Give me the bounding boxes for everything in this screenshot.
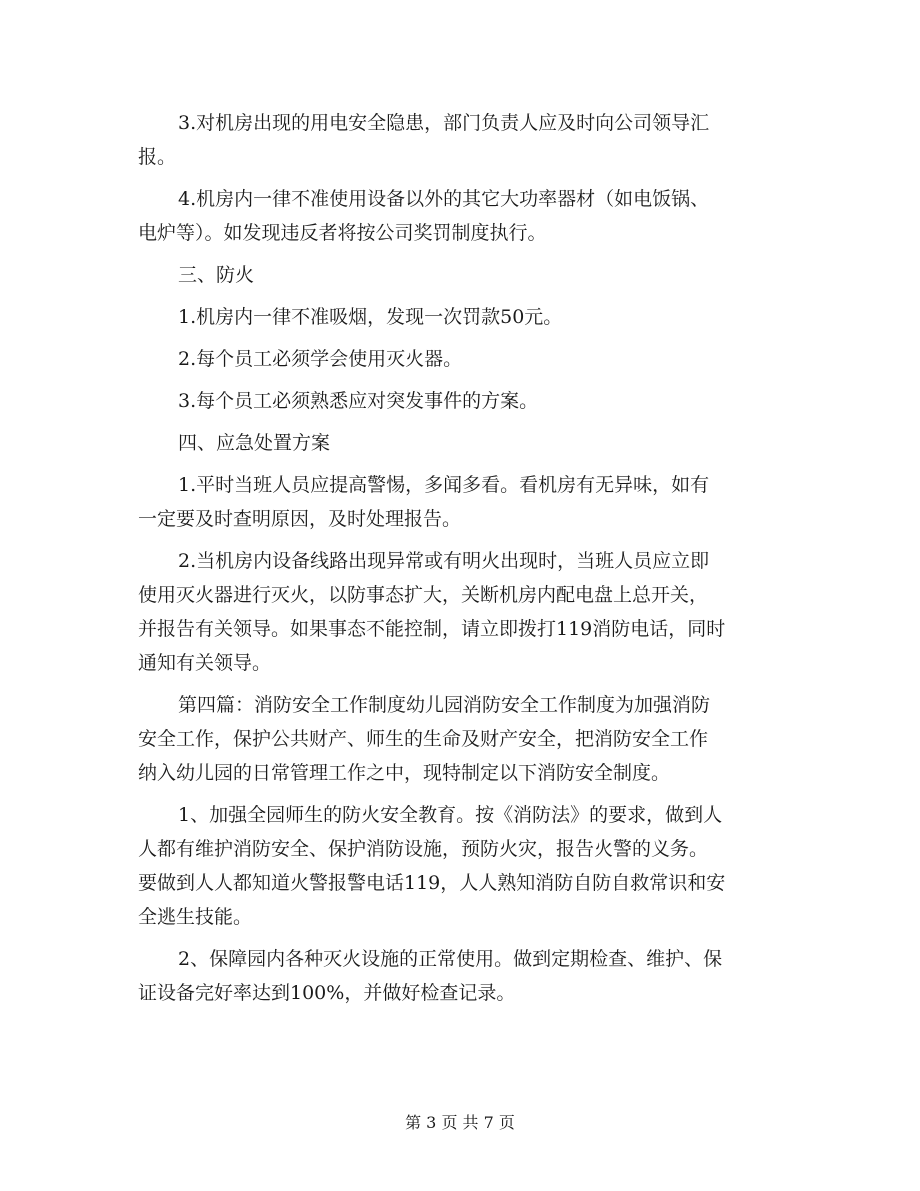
paragraph — [138, 798, 753, 934]
text-line: 1.机房内一律不准吸烟，发现一次罚款50元。 — [178, 306, 563, 328]
section-heading — [178, 258, 753, 292]
text-line: 报。 — [138, 146, 177, 168]
page-footer: 第 3 页 共 7 页 — [405, 1113, 515, 1132]
text-line: 4.机房内一律不准使用设备以外的其它大功率器材（如电饭锅、 — [178, 188, 710, 210]
text-line: 使用灭火器进行灭火，以防事态扩大，关断机房内配电盘上总开关， — [138, 584, 709, 606]
paragraph — [178, 384, 753, 418]
text-line: 1、加强全园师生的防火安全教育。按《消防法》的要求，做到人 — [178, 804, 723, 826]
paragraph — [138, 468, 753, 536]
text-line: 人都有维护消防安全、保护消防设施，预防火灾，报告火警的义务。 — [138, 838, 709, 860]
section-heading — [178, 426, 753, 460]
text-line: 3.每个员工必须熟悉应对突发事件的方案。 — [178, 390, 539, 412]
document-body — [138, 106, 753, 1010]
paragraph — [138, 942, 753, 1010]
paragraph — [138, 544, 753, 680]
text-line: 1.平时当班人员应提高警惕，多闻多看。看机房有无异味，如有 — [178, 474, 710, 496]
paragraph — [178, 300, 753, 334]
text-line: 四、应急处置方案 — [178, 432, 331, 454]
text-line: 要做到人人都知道火警报警电话119，人人熟知消防自防自救常识和安 — [138, 872, 726, 894]
paragraph — [138, 688, 753, 790]
text-line: 一定要及时查明原因，及时处理报告。 — [138, 508, 462, 530]
paragraph — [138, 106, 753, 174]
paragraph — [178, 342, 753, 376]
text-line: 三、防火 — [178, 264, 255, 286]
text-line: 纳入幼儿园的日常管理工作之中，现特制定以下消防安全制度。 — [138, 762, 671, 784]
text-line: 证设备完好率达到100%，并做好检查记录。 — [138, 982, 516, 1004]
text-line: 通知有关领导。 — [138, 652, 272, 674]
text-line: 3.对机房出现的用电安全隐患，部门负责人应及时向公司领导汇 — [178, 112, 710, 134]
text-line: 2.当机房内设备线路出现异常或有明火出现时，当班人员应立即 — [178, 550, 710, 572]
text-line: 2、保障园内各种灭火设施的正常使用。做到定期检查、维护、保 — [178, 948, 723, 970]
text-line: 全逃生技能。 — [138, 906, 253, 928]
paragraph — [138, 182, 753, 250]
text-line: 并报告有关领导。如果事态不能控制，请立即拨打119消防电话，同时 — [138, 618, 726, 640]
text-line: 安全工作，保护公共财产、师生的生命及财产安全，把消防安全工作 — [138, 728, 709, 750]
text-line: 第四篇：消防安全工作制度幼儿园消防安全工作制度为加强消防 — [178, 694, 711, 716]
text-line: 电炉等）。如发现违反者将按公司奖罚制度执行。 — [138, 222, 547, 244]
text-line: 2.每个员工必须学会使用灭火器。 — [178, 348, 463, 370]
